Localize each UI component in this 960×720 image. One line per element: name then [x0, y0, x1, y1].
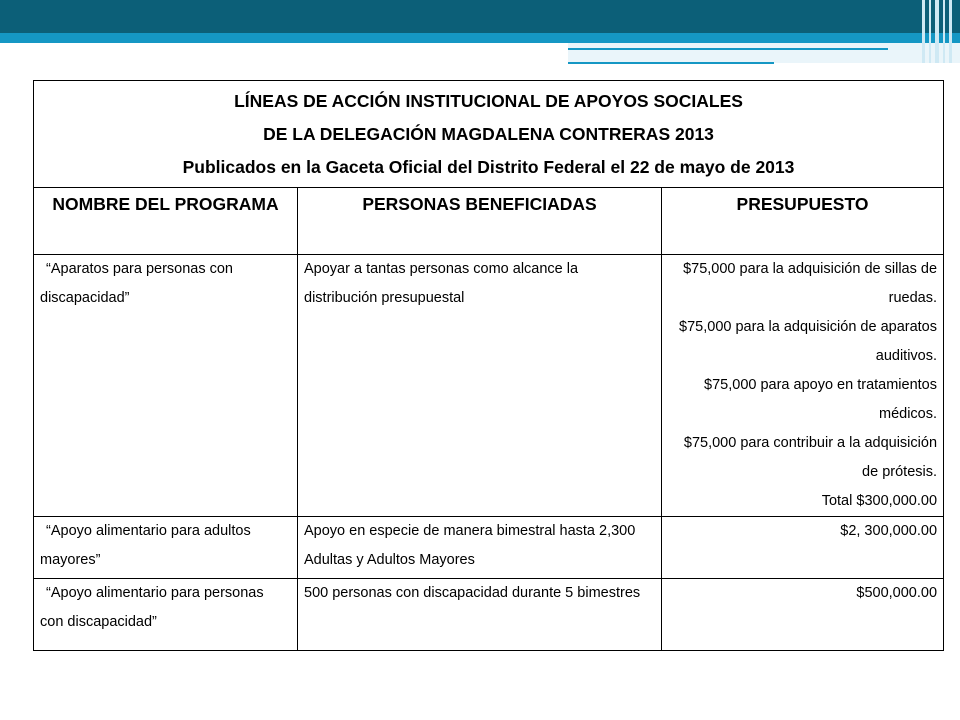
budget-line: $75,000 para contribuir a la adquisición de prótesis.: [683, 435, 938, 480]
row-programa: “Aparatos para personas con discapacidad”: [34, 255, 298, 517]
header-personas: PERSONAS BENEFICIADAS: [298, 188, 662, 255]
table-row: [34, 579, 944, 651]
row-presupuesto: [662, 255, 944, 517]
budget-total: Total $300,000.00: [821, 493, 938, 509]
header-stripes: [920, 0, 960, 63]
title-line-3: Publicados en la Gaceta Oficial del Distrito Federal el 22 de mayo de 2013: [182, 157, 795, 177]
header-bar-pale: [568, 43, 960, 63]
table-row: [34, 255, 944, 517]
row-presupuesto: [662, 517, 944, 579]
header-row: [34, 188, 944, 255]
header-accent-line-short: [568, 62, 774, 64]
table-row: [34, 517, 944, 579]
header-bar-light: [0, 33, 960, 43]
programs-table: [33, 80, 944, 651]
row-presupuesto: [662, 579, 944, 651]
budget-line: $75,000 para la adquisición de sillas de ruedas.: [683, 261, 938, 306]
header-presupuesto: PRESUPUESTO: [662, 188, 944, 255]
budget-line: $75,000 para la adquisición de aparatos auditivos.: [679, 319, 938, 364]
title-line-1: LÍNEAS DE ACCIÓN INSTITUCIONAL DE APOYOS SOCIALES: [234, 91, 743, 111]
row-programa: “Apoyo alimentario para personas con discapacidad”: [34, 579, 298, 651]
row-programa: “Apoyo alimentario para adultos mayores”: [34, 517, 298, 579]
row-personas: 500 personas con discapacidad durante 5 bimestres: [298, 579, 662, 651]
header-accent-line: [568, 48, 888, 50]
budget-line: $500,000.00: [856, 585, 938, 601]
header-programa: NOMBRE DEL PROGRAMA: [34, 188, 298, 255]
title-line-2: DE LA DELEGACIÓN MAGDALENA CONTRERAS 2013: [263, 124, 714, 144]
budget-line: $75,000 para apoyo en tratamientos médicos.: [704, 377, 938, 422]
title-row: [34, 81, 944, 188]
table-title: [34, 81, 944, 188]
row-personas: Apoyar a tantas personas como alcance la distribución presupuestal: [298, 255, 662, 517]
row-personas: Apoyo en especie de manera bimestral hasta 2,300 Adultas y Adultos Mayores: [298, 517, 662, 579]
header-bar-dark: [0, 0, 960, 33]
budget-line: $2, 300,000.00: [840, 523, 938, 539]
